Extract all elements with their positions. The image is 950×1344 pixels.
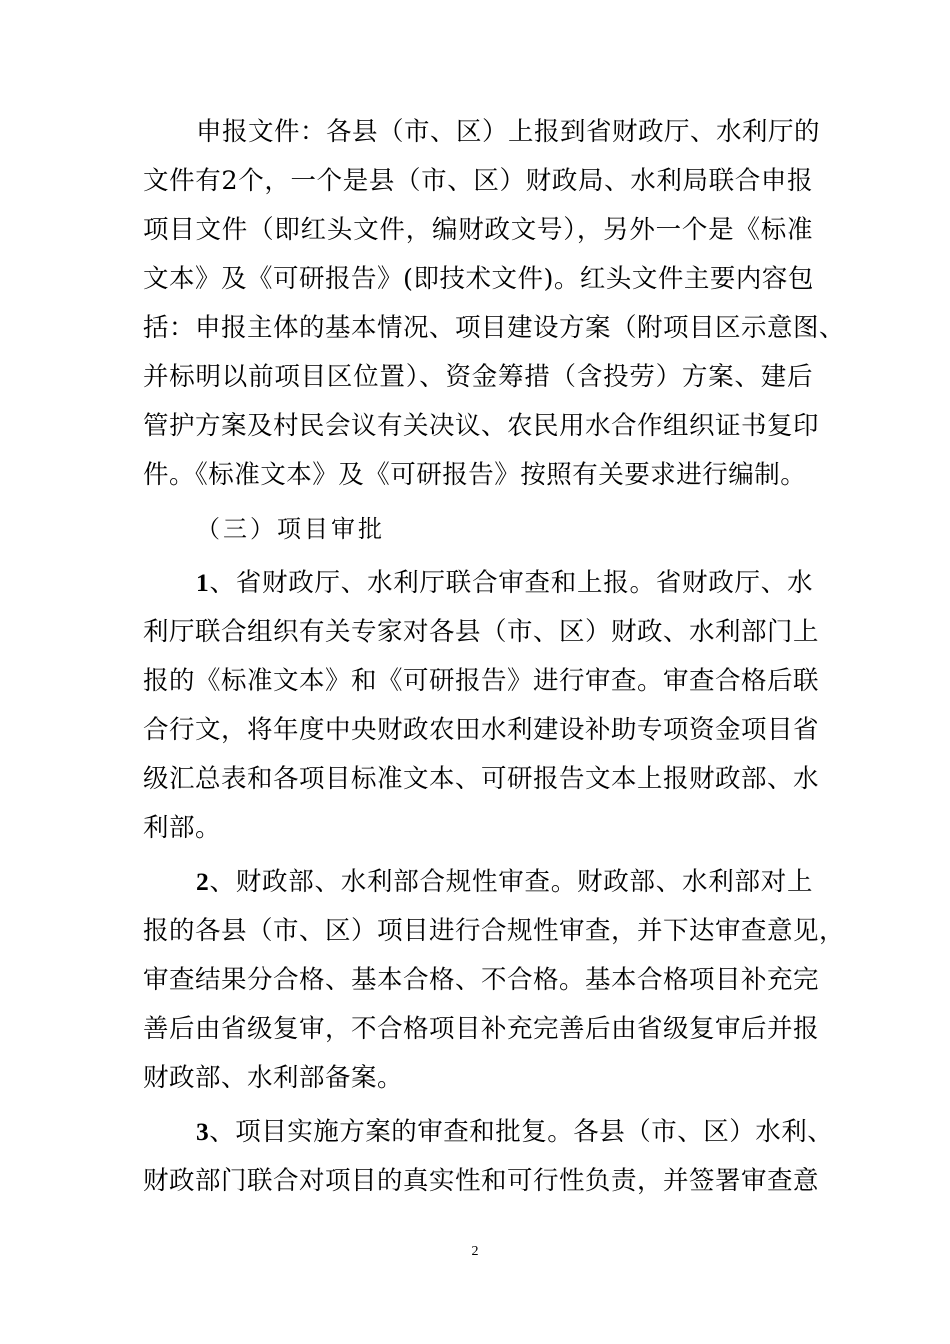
item-1-first-line [196, 559, 813, 607]
item-text: 、项目实施方案的审查和批复。各县（市、区）水利、 [209, 1117, 834, 1147]
paragraph-line: 申报文件：各县（市、区）上报到省财政厅、水利厅的 [196, 117, 821, 147]
item-2-first-line [196, 858, 813, 906]
paragraph-line: 项目文件（即红头文件，编财政文号），另外一个是《标准 [143, 215, 813, 245]
paragraph-line: 善后由省级复审，不合格项目补充完善后由省级复审后并报 [143, 1014, 820, 1044]
paragraph-line: 文本》及《可研报告》(即技术文件)。红头文件主要内容包 [143, 264, 814, 294]
paragraph-line: 文件有2个，一个是县（市、区）财政局、水利局联合申报 [143, 166, 813, 196]
paragraph-line: 财政部门联合对项目的真实性和可行性负责，并签署审查意 [143, 1166, 820, 1196]
paragraph-line: 件。《标准文本》及《可研报告》按照有关要求进行编制。 [143, 460, 807, 490]
paragraph-line: 并标明以前项目区位置）、资金筹措（含投劳）方案、建后 [143, 362, 813, 392]
paragraph-line: 审查结果分合格、基本合格、不合格。基本合格项目补充完 [143, 965, 820, 995]
page-number: 2 [471, 1244, 479, 1259]
paragraph-line: 报的各县（市、区）项目进行合规性审查，并下达审查意见， [143, 916, 846, 946]
paragraph-line: 级汇总表和各项目标准文本、可研报告文本上报财政部、水 [143, 764, 820, 794]
item-number: 3 [196, 1117, 210, 1146]
paragraph-line: 括：申报主体的基本情况、项目建设方案（附项目区示意图、 [143, 313, 846, 343]
item-number: 2 [196, 867, 210, 896]
section-heading: （三）项目审批 [196, 515, 385, 543]
item-text: 、省财政厅、水利厅联合审查和上报。省财政厅、水 [209, 568, 813, 598]
paragraph-line: 报的《标准文本》和《可研报告》进行审查。审查合格后联 [143, 666, 820, 696]
item-text: 、财政部、水利部合规性审查。财政部、水利部对上 [209, 867, 813, 897]
paragraph-line: 利厅联合组织有关专家对各县（市、区）财政、水利部门上 [143, 617, 820, 647]
paragraph-line: 利部。 [143, 813, 222, 843]
paragraph-line: 财政部、水利部备案。 [143, 1063, 404, 1093]
paragraph-line: 管护方案及村民会议有关决议、农民用水合作组织证书复印 [143, 411, 820, 441]
paragraph-line: 合行文，将年度中央财政农田水利建设补助专项资金项目省 [143, 715, 820, 745]
item-number: 1 [196, 568, 210, 597]
item-3-first-line [196, 1108, 834, 1156]
